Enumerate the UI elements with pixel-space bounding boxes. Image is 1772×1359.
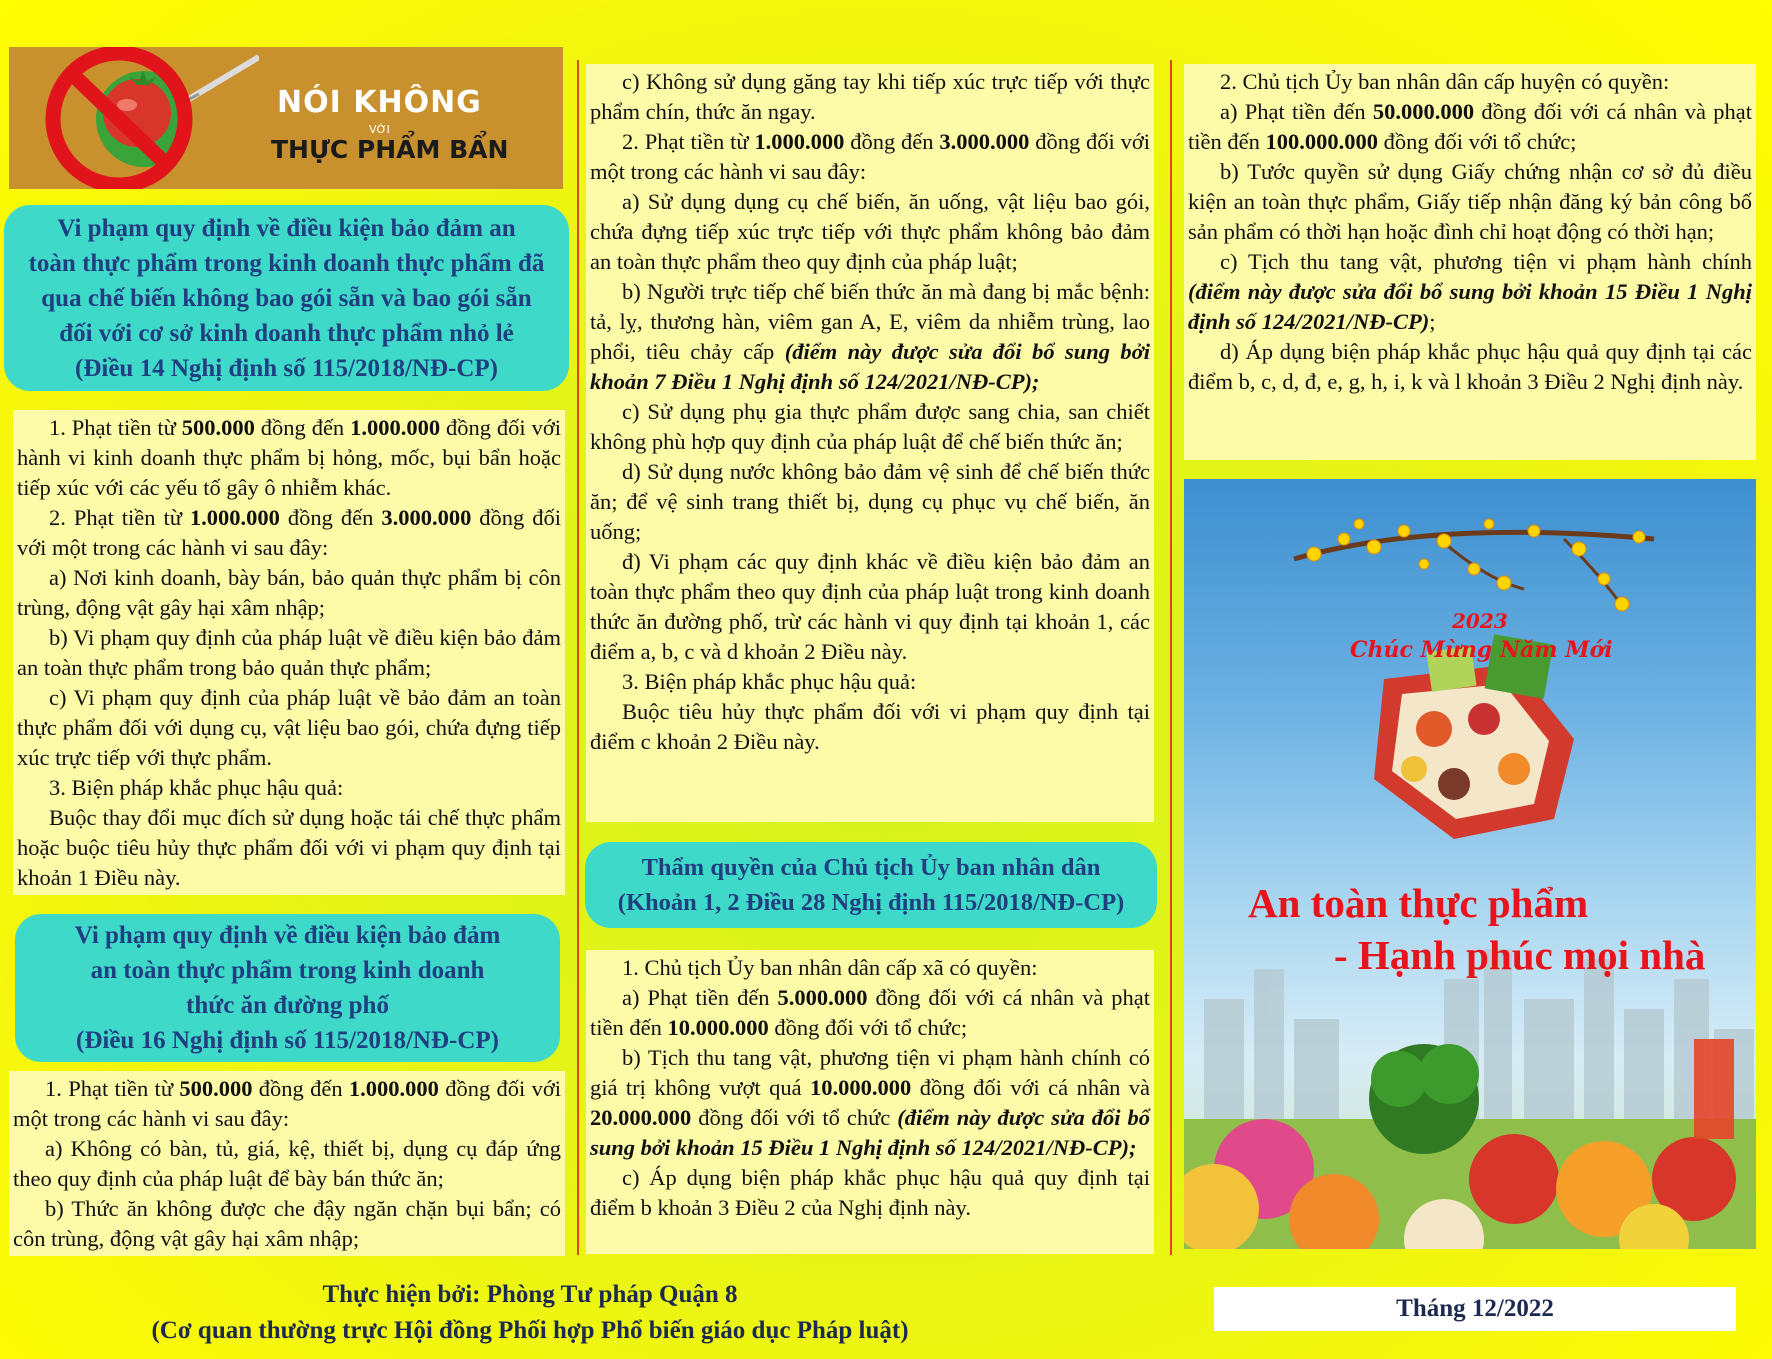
title-line: toàn thực phẩm trong kinh doanh thực phẩm đã xyxy=(28,249,545,277)
paragraph: b) Thức ăn không được che đậy ngăn chặn bụi bẩn; có côn trùng, động vật gây hại xâm nhập; xyxy=(13,1196,561,1251)
new-year-poster xyxy=(1184,479,1756,1249)
paragraph: d) Sử dụng nước không bảo đảm vệ sinh để chế biến thức ăn; để vệ sinh trang thiết bị, dụng cụ phục vụ chế biến, ăn uống; xyxy=(590,459,1150,544)
authority-district-content xyxy=(1184,64,1756,460)
paragraph: c) Tịch thu tang vật, phương tiện vi phạm hành chính (điểm này được sửa đổi bổ sung bởi khoản 15 Điều 1 Nghị định số 124/2021/NĐ-CP); xyxy=(1188,249,1752,334)
poster-artwork xyxy=(1184,479,1756,1249)
section-title-article-16 xyxy=(15,914,560,1062)
paragraph: 1. Phạt tiền từ 500.000 đồng đến 1.000.000 đồng đối với hành vi kinh doanh thực phẩm bị hỏng, mốc, bụi bẩn hoặc tiếp xúc với các yếu tố gây ô nhiễm khác. xyxy=(17,415,561,500)
title-line: đối với cơ sở kinh doanh thực phẩm nhỏ lẻ xyxy=(59,319,514,347)
column-divider-2 xyxy=(1170,60,1172,1255)
banner-line3: THỰC PHẨM BẨN xyxy=(271,135,509,164)
title-line: (Khoản 1, 2 Điều 28 Nghị định 115/2018/NĐ-CP) xyxy=(617,889,1125,916)
paragraph: b) Người trực tiếp chế biến thức ăn mà đang bị mắc bệnh: tả, lỵ, thương hàn, viêm gan A, E, viêm da nhiễm trùng, lao phổi, tiêu chảy cấp (điểm này được sửa đổi bổ sung bởi khoản 7 Điều 1 Nghị định số 124/2021/NĐ-CP); xyxy=(590,279,1151,394)
paragraph: a) Không có bàn, tủ, giá, kệ, thiết bị, dụng cụ đáp ứng theo quy định của pháp luật để bày bán thức ăn; xyxy=(13,1136,561,1191)
footer-line1: Thực hiện bởi: Phòng Tư pháp Quận 8 xyxy=(322,1281,738,1308)
paragraph: a) Nơi kinh doanh, bày bán, bảo quản thực phẩm bị côn trùng, động vật gây hại xâm nhập; xyxy=(17,565,561,620)
date-box xyxy=(1214,1287,1736,1331)
no-dirty-food-icon xyxy=(9,47,259,189)
paragraph: 2. Chủ tịch Ủy ban nhân dân cấp huyện có quyền: xyxy=(1220,69,1670,94)
paragraph: a) Sử dụng dụng cụ chế biến, ăn uống, vật liệu bao gói, chứa đựng tiếp xúc trực tiếp với thực phẩm không bảo đảm an toàn thực phẩm theo quy định của pháp luật; xyxy=(590,189,1150,274)
title-line: Vi phạm quy định về điều kiện bảo đảm an xyxy=(57,214,516,242)
paragraph: đ) Vi phạm các quy định khác về điều kiện bảo đảm an toàn thực phẩm theo quy định của pháp luật trong kinh doanh thức ăn đường phố, trừ các hành vi quy định tại khoản 1, các điểm a, b, c và d khoản 2 Điều này. xyxy=(590,549,1150,664)
paragraph: c) Vi phạm quy định của pháp luật về bảo đảm an toàn thực phẩm đối với dụng cụ, vật liệu bao gói, chứa đựng tiếp xúc trực tiếp với thực phẩm. xyxy=(17,685,561,770)
slogan-line1: An toàn thực phẩm xyxy=(1248,880,1589,926)
date-label: Tháng 12/2022 xyxy=(1396,1295,1554,1322)
paragraph: b) Tịch thu tang vật, phương tiện vi phạm hành chính có giá trị không vượt quá 10.000.000 đồng đối với cá nhân và 20.000.000 đồng đối với tổ chức (điểm này được sửa đổi bổ sung bởi khoản 15 Điều 1 Nghị định số 124/2021/NĐ-CP); xyxy=(590,1045,1150,1160)
poster-year: 2023 xyxy=(1452,609,1508,633)
paragraph: 1. Chủ tịch Ủy ban nhân dân cấp xã có quyền: xyxy=(622,955,1038,980)
paragraph: 1. Phạt tiền từ 500.000 đồng đến 1.000.000 đồng đối với một trong các hành vi sau đây: xyxy=(13,1076,561,1131)
paragraph: b) Vi phạm quy định của pháp luật về điều kiện bảo đảm an toàn thực phẩm trong bảo quản thực phẩm; xyxy=(17,625,561,680)
paragraph: 2. Phạt tiền từ 1.000.000 đồng đến 3.000.000 đồng đối với một trong các hành vi sau đây: xyxy=(17,505,561,560)
paragraph: c) Áp dụng biện pháp khắc phục hậu quả quy định tại điểm b khoản 3 Điều 2 của Nghị định này. xyxy=(590,1165,1150,1220)
section-title-article-14 xyxy=(4,205,569,391)
banner xyxy=(9,47,563,189)
footer-line2: (Cơ quan thường trực Hội đồng Phối hợp Phổ biến giáo dục Pháp luật) xyxy=(151,1317,909,1344)
title-line: Vi phạm quy định về điều kiện bảo đảm xyxy=(74,922,501,949)
paragraph: Buộc thay đổi mục đích sử dụng hoặc tái chế thực phẩm hoặc buộc tiêu hủy thực phẩm đối với vi phạm quy định tại khoản 1 Điều này. xyxy=(17,805,561,890)
slogan-line2: - Hạnh phúc mọi nhà xyxy=(1334,932,1706,978)
banner-line1: NÓI KHÔNG xyxy=(277,85,482,120)
title-line: (Điều 16 Nghị định số 115/2018/NĐ-CP) xyxy=(76,1027,499,1054)
banner-line2: VỚI xyxy=(369,123,390,136)
authority-commune-content xyxy=(586,950,1154,1254)
paragraph: a) Phạt tiền đến 50.000.000 đồng đối với cá nhân và phạt tiền đến 100.000.000 đồng đối với tổ chức; xyxy=(1188,99,1752,154)
article-16-continued xyxy=(586,64,1154,822)
title-line: Thẩm quyền của Chủ tịch Ủy ban nhân dân xyxy=(641,854,1101,881)
poster-greeting: Chúc Mừng Năm Mới xyxy=(1350,637,1613,663)
column-divider-1 xyxy=(577,60,579,1255)
article-16-content xyxy=(9,1071,565,1256)
paragraph: a) Phạt tiền đến 5.000.000 đồng đối với cá nhân và phạt tiền đến 10.000.000 đồng đối với tổ chức; xyxy=(590,985,1150,1040)
title-line: qua chế biến không bao gói sẵn và bao gói sẵn xyxy=(41,284,532,312)
section-title-authority xyxy=(585,842,1157,928)
paragraph: d) Áp dụng biện pháp khắc phục hậu quả quy định tại các điểm b, c, d, đ, e, g, h, i, k và l khoản 3 Điều 2 Nghị định này. xyxy=(1188,339,1752,394)
paragraph: 3. Biện pháp khắc phục hậu quả: xyxy=(622,669,917,694)
title-line: an toàn thực phẩm trong kinh doanh xyxy=(90,957,485,984)
paragraph: b) Tước quyền sử dụng Giấy chứng nhận cơ sở đủ điều kiện an toàn thực phẩm, Giấy tiếp nhận đăng ký bản công bố sản phẩm có thời hạn hoặc đình chỉ hoạt động có thời hạn; xyxy=(1188,159,1752,244)
title-line: (Điều 14 Nghị định số 115/2018/NĐ-CP) xyxy=(75,354,498,382)
paragraph: Buộc tiêu hủy thực phẩm đối với vi phạm quy định tại điểm c khoản 2 Điều này. xyxy=(590,699,1150,754)
article-14-content xyxy=(13,410,565,895)
paragraph: 2. Phạt tiền từ 1.000.000 đồng đến 3.000.000 đồng đối với một trong các hành vi sau đây: xyxy=(590,129,1150,184)
paragraph: c) Không sử dụng găng tay khi tiếp xúc trực tiếp với thực phẩm chín, thức ăn ngay. xyxy=(590,69,1150,124)
paragraph: c) Sử dụng phụ gia thực phẩm được sang chia, san chiết không phù hợp quy định của pháp luật để chế biến thức ăn; xyxy=(590,399,1150,454)
paragraph: 3. Biện pháp khắc phục hậu quả: xyxy=(49,775,344,800)
title-line: thức ăn đường phố xyxy=(186,992,389,1019)
